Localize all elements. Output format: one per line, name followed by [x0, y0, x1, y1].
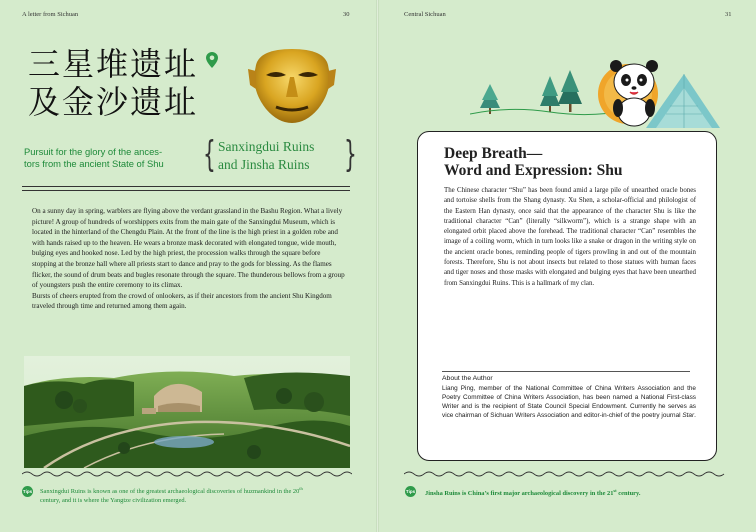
ruins-aerial-photo: [24, 356, 350, 468]
box-title-line1: Deep Breath—: [444, 145, 543, 162]
left-footnote-text-2: century, and it is where the Yangtze civilization emerged.: [40, 496, 187, 504]
green-subtitle-line1: Pursuit for the glory of the ances-: [24, 146, 163, 157]
right-page-number: 31: [725, 11, 732, 18]
article-paragraph-1: On a sunny day in spring, warblers are flying above the verdant grassland in the Bashu Region. What a lively picture! A group of hundreds of worshippers exits from the main gate of the Sanxingdui Museum, which is located in the hinterland of the Chengdu Plain. At the front of the line is the high priest in a golden robe and with hands raised up to the heaven. He wears a bronze mask decorated with elongated tongue, wide mouth, bulging eyes and hooked nose. Led by the high priest, the procession walks through the square before stopping at the bronze hall where all priests start to dance and pray to the gods for blessing. As the flames flicker, the sound of drum beats and bugles resonate through the square. The thunderous bellows from a group of youngsters push the entire ceremony to its climax.: [32, 207, 345, 290]
title-rule-bottom: [22, 190, 350, 191]
tips-badge-icon: Tips: [22, 486, 33, 497]
left-running-head: A letter from Sichuan: [22, 11, 79, 18]
location-pin-icon: [206, 52, 218, 68]
book-gutter: [376, 0, 379, 532]
author-bio: [442, 385, 696, 421]
right-brace: }: [344, 134, 357, 175]
right-footnote: [425, 487, 725, 499]
tips-badge-icon-right: Tips: [405, 486, 416, 497]
left-page: [0, 0, 377, 532]
box-title-line2: Word and Expression: Shu: [444, 162, 623, 179]
left-footnote-text: Sanxingdui Ruins is known as one of the greatest archaeological discoveries of huzmankind in the 20: [40, 488, 300, 496]
article-paragraph-2: Bursts of cheers erupted from the crowd of onlookers, as if their ancestors from the ancient Shu Kingdom traveled through time and returned among them again.: [32, 291, 332, 311]
right-wave-divider: [404, 470, 730, 478]
left-footnote-sup: th: [299, 486, 303, 491]
chinese-title-line2: 及金沙遗址: [28, 83, 199, 121]
panda-scenery-illustration: [470, 48, 722, 132]
tree-icon: [540, 76, 560, 112]
left-page-number: 30: [343, 11, 350, 18]
right-footnote-end: century.: [616, 490, 641, 498]
author-heading: About the Author: [442, 375, 493, 382]
box-body-text: The Chinese character “Shu” has been found amid a large pile of unearthed oracle bones and tortoise shells from the Shang dynasty. Xu Shen, a scholar-official and philologist of the Eastern Han dynasty, once said that the appearance of the character Shu is like the traditional character “Can” (literally “silkworm”), which is a strange shape with an elongated orbit placed above the forehead. The traditional character “Can” resembles the image of a coiling worm, which in turn looks like a snake or dragon in the writing style on the ancient oracle bones, reminding people of tigers prowling in and out of the mountain forests. Therefore, Shu is not about insects but related to those statues with human faces and tiger noses and those masks with elongated and bulging eyes that have been unearthed from Sanxingdui Ruins. This is a hallmark of my clan.: [444, 187, 696, 287]
author-journal: Star: [682, 411, 695, 419]
author-bio-text: Liang Ping, member of the National Committee of China Writers Association and the Poetry Committee of China Writers Association, has been named a National First-class Writer and is the recipient of State Council Special Endowment. Currently he serves as vice chairman of Sichuan Writers Association and editor-in-chief of the poetry journal: [442, 385, 696, 419]
english-title-line2: and Jinsha Ruins: [218, 157, 310, 172]
chinese-title-line1: 三星堆遗址: [28, 45, 199, 83]
english-title: [218, 138, 314, 174]
tree-icon: [480, 84, 500, 114]
left-wave-divider: [22, 470, 352, 478]
right-running-head: Central Sichuan: [404, 11, 446, 18]
green-subtitle-line2: tors from the ancient State of Shu: [24, 158, 164, 169]
article-body: [32, 206, 346, 312]
right-footnote-text: Jinsha Ruins is China’s first major archaeological discovery in the 21: [425, 490, 614, 498]
right-footnote-sup: st: [613, 488, 617, 493]
green-subtitle: [24, 146, 196, 170]
chinese-title: [28, 45, 198, 121]
author-divider: [442, 371, 690, 372]
left-footnote: [40, 485, 358, 505]
golden-mask-icon: [246, 45, 338, 125]
english-title-line1: Sanxingdui Ruins: [218, 139, 315, 154]
tree-icon: [558, 70, 582, 112]
author-bio-end: .: [694, 411, 696, 419]
box-title: [444, 145, 704, 179]
left-brace: {: [203, 134, 216, 175]
title-rule-top: [22, 186, 350, 187]
